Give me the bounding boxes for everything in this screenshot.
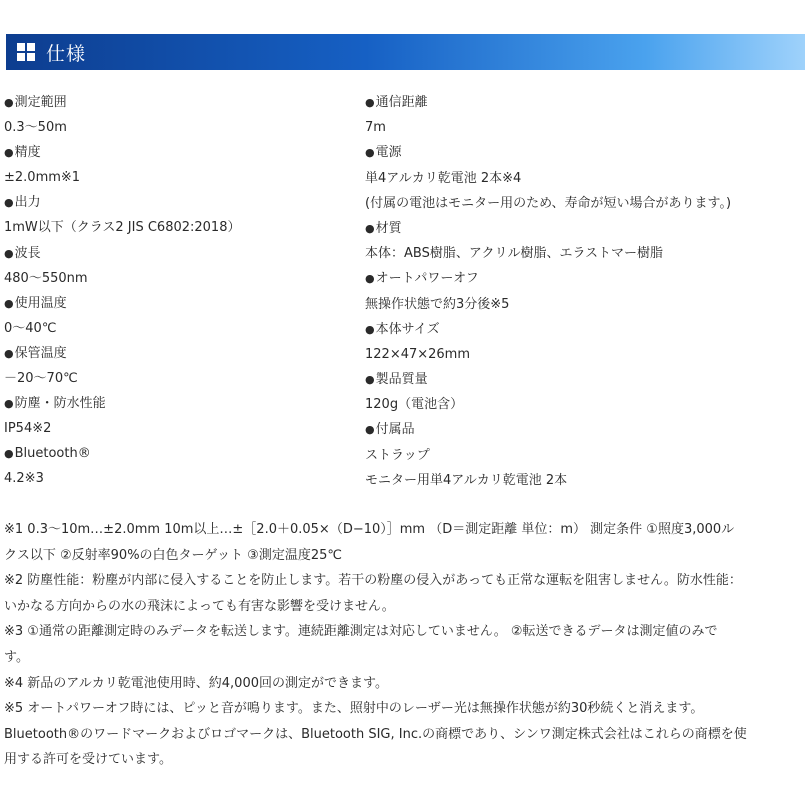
- spec-column-left: [4, 90, 354, 492]
- footnotes: [4, 517, 804, 773]
- spec-label: ● 防塵・防水性能: [4, 391, 354, 416]
- spec-label: ● 材質: [365, 216, 805, 241]
- spec-label: ● 精度: [4, 140, 354, 165]
- spec-label: ● 測定範囲: [4, 90, 354, 115]
- spec-label: ● 付属品: [365, 417, 805, 442]
- spec-label: ● 出力: [4, 190, 354, 215]
- spec-value: 120g（電池含）: [365, 397, 464, 413]
- footnote-line: Bluetooth®のワードマークおよびロゴマークは、Bluetooth SIG, Inc.の商標であり、シンワ測定株式会社はこれらの商標を使: [4, 726, 747, 742]
- footnote-line: ※4 新品のアルカリ乾電池使用時、約4,000回の測定ができます。: [4, 675, 388, 691]
- spec-label: ● 電源: [365, 140, 805, 165]
- spec-value: 122×47×26mm: [365, 346, 471, 362]
- grid-icon: [17, 43, 35, 61]
- spec-value: 1mW以下（クラス2 JIS C6802:2018）: [4, 220, 241, 236]
- spec-value: 本体：ABS樹脂、アクリル樹脂、エラストマー樹脂: [365, 246, 664, 262]
- section-title: 仕様: [46, 42, 87, 65]
- spec-value: (付属の電池はモニター用のため、寿命が短い場合があります。): [365, 195, 732, 211]
- spec-value: 0〜40℃: [4, 320, 57, 336]
- spec-label: ● オートパワーオフ: [365, 266, 805, 291]
- spec-value: IP54※2: [4, 421, 52, 437]
- section-header: [6, 34, 805, 70]
- footnote-line: ※1 0.3〜10m…±2.0mm 10m以上…±［2.0＋0.05×（D−10）］mm （D＝測定距離 単位：m） 測定条件 ①照度3,000ル: [4, 522, 735, 537]
- spec-label: ● 保管温度: [4, 341, 354, 366]
- spec-value: ±2.0mm※1: [4, 170, 81, 186]
- spec-label: ● 製品質量: [365, 367, 805, 392]
- footnote-line: クス以下 ②反射率90%の白色ターゲット ③測定温度25℃: [4, 547, 342, 563]
- spec-value: －20〜70℃: [4, 371, 78, 387]
- spec-value: 単4アルカリ乾電池 2本※4: [365, 170, 522, 186]
- footnote-line: 用する許可を受けています。: [4, 752, 172, 768]
- spec-label: ● 本体サイズ: [365, 317, 805, 342]
- footnote-line: ※3 ①通常の距離測定時のみデータを転送します。連続距離測定は対応していません。 ②転送できるデータは測定値のみで: [4, 624, 718, 640]
- footnote-line: ※2 防塵性能：粉塵が内部に侵入することを防止します。若干の粉塵の侵入があっても正常な運転を阻害しません。防水性能：: [4, 573, 742, 589]
- spec-label: ● 波長: [4, 241, 354, 266]
- footnote-line: ※5 オートパワーオフ時には、ピッと音が鳴ります。また、照射中のレーザー光は無操作状態が約30秒続くと消えます。: [4, 701, 704, 717]
- spec-value: 0.3〜50m: [4, 120, 67, 136]
- spec-label: ● 通信距離: [365, 90, 805, 115]
- spec-value: 480〜550nm: [4, 270, 88, 286]
- footnote-line: す。: [4, 649, 29, 665]
- footnote-line: いかなる方向からの水の飛沫によっても有害な影響を受けません。: [4, 598, 395, 614]
- spec-value: ストラップ: [365, 447, 430, 463]
- spec-value: モニター用単4アルカリ乾電池 2本: [365, 472, 568, 488]
- spec-label: ● 使用温度: [4, 291, 354, 316]
- spec-column-right: [365, 90, 805, 493]
- spec-value: 無操作状態で約3分後※5: [365, 296, 510, 312]
- spec-label: ● Bluetooth®: [4, 441, 354, 466]
- spec-value: 7m: [365, 120, 386, 136]
- spec-value: 4.2※3: [4, 471, 44, 487]
